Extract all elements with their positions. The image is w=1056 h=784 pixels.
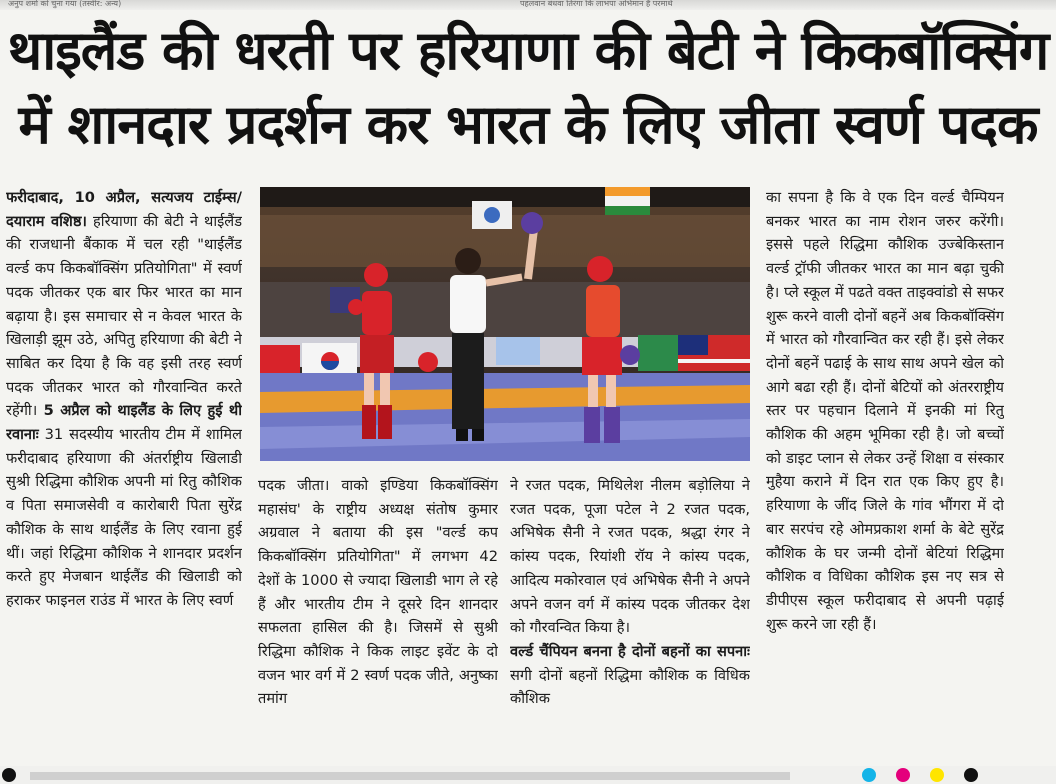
subhead-dream: वर्ल्ड चैंपियन बनना है दोनों बहनों का सपनाः [510,642,750,660]
column-3-paragraph-2: सगी दोनों बहनों रिद्धिमा कौशिक क विधिक कौशिक [510,666,750,708]
column-2-paragraph: पदक जीता। वाको इण्डिया किकबॉक्सिंग महासंघ' के राष्ट्रीय अध्यक्ष संतोष कुमार अग्रवाल ने बताया की इस "वर्ल्ड कप किकबॉक्सिंग प्रतियोगिता" में लगभग 42 देशों के 1000 से ज्यादा खिलाडी भाग ले रहे हैं और भारतीय टीम ने दूसरे दिन शानदार सफलता हासिल की है। जिसमें से सुश्री रिद्धिमा कौशिक ने किक लाइट इवेंट के दो वजन भार वर्ग में 2 स्वर्ण पदक जीते, अनुष्का तमांग [258,477,498,708]
registration-mark-cyan [862,768,876,782]
headline-line-1: थाइलैंड की धरती पर हरियाणा की बेटी ने किकबॉक्सिंग [7,19,1049,82]
print-registration-strip [0,766,1056,784]
article-column-4 [766,186,1004,761]
column-1-paragraph-2: 31 सदस्यीय भारतीय टीम में शामिल फरीदाबाद हरियाणा की अंतर्राष्ट्रीय खिलाडी सुश्री रिद्धिमा कौशिक अपनी मां रितु कौशिक व पिता समाजसेवी व कारोबारी पिता सुरेंद्र कौशिक के साथ थाईलैंड के लिए रवाना हुई थीं। जहां रिद्धिमा कौशिक ने शानदार प्रदर्शन करते हुए मेजबान थाईलैंड की खिलाडी को हराकर फाइनल राउंड में भारत के लिए स्वर्ण [6,426,242,609]
registration-mark-black [964,768,978,782]
match-photo [260,187,750,461]
headline [0,14,1056,162]
column-1-paragraph-1: हरियाणा की बेटी ने थाईलैंड की राजधानी बैंकाक में चल रही "थाईलैंड वर्ल्ड कप किकबॉक्सिंग प्रतियोगिता" में स्वर्ण पदक जीतकर एक बार फिर भारत का मान बढ़ाया है। इस समाचार से न केवल भारत के खिलाड़ी झूम उठे, अपितु हरियाणा की बेटी ने साबित कर दिया है कि वह इसी तरह स्वर्ण पदक जीतकर भारत को गौरवान्वित करते रहेंगी। [6,212,242,420]
headline-line-2: में शानदार प्रदर्शन कर भारत के लिए जीता स्वर्ण पदक [18,93,1038,156]
subhead-departure: 5 अप्रैल को थाइलैंड के लिए हुई थी रवानाः [6,402,242,444]
top-strip-text-right: पहलवान बंधवा तिरंगा कि लाभपा अभिमान है परमार्थ [520,0,673,8]
previous-page-strip [0,0,1056,10]
article-column-2 [258,474,498,762]
top-strip-text-left: अनुप शर्मा को चुना गया (तस्वीर: अन्य) [8,0,122,8]
registration-mark-yellow [930,768,944,782]
registration-mark-black-left [2,768,16,782]
column-3-paragraph-1: ने रजत पदक, मिथिलेश नीलम बड़ोलिया ने रजत पदक, पूजा पटेल ने 2 रजत पदक, अभिषेक सैनी ने रजत पदक, श्रद्धा रंगर ने कांस्य पदक, रियांशी रॉय ने कांस्य पदक, आदित्य मकोरवाल एवं अभिषेक सैनी ने अपने अपने वजन वर्ग में कांस्य पदक जीतकर देश को गौरवन्वित किया है। [510,477,750,637]
column-4-paragraph: का सपना है कि वे एक दिन वर्ल्ड चैम्पियन बनकर भारत का नाम रोशन जरुर करेंगी। इससे पहले रिद्धिमा कौशिक उज्बेकिस्तान वर्ल्ड ट्रॉफी जीतकर भारत का मान बढ़ा चुकी है। प्ले स्कूल में पढते वक्त ताइक्वांडो से सफर शुरू करने वाली दोनों बहनें अब किकबॉक्सिंग में भारत को गौरवान्वित कर रही हैं। इसे लेकर दोनों बहनें पढाई के साथ साथ अपने खेल को आगे बढा रही हैं। दोनों बेटियों को अंतरराष्ट्रीय स्तर पर पहचान दिलाने में इनकी मां रितु कौशिक की अहम भूमिका रही है। जो बच्चों को डाइट प्लान से लेकर उन्हें शिक्षा व संस्कार मुहैया कराने में दिन रात एक किए हुए है। हरियाणा के जींद जिले के गांव भौंगरा में दो बार सरपंच रहे ओमप्रकाश शर्मा के बेटे सुरेंद्र कौशिक के घर जन्मी दोनों बेटियां रिद्धिमा कौशिक व विधिका कौशिक इस नए सत्र से डीपीएस स्कूल फरीदाबाद से अपनी पढ़ाई शुरू करने जा रही हैं। [766,189,1004,633]
registration-bar [30,772,790,780]
dateline: फरीदाबाद, 10 अप्रैल, सत्यजय टाईम्स/दयाराम वशिष्ठ। [6,189,242,230]
registration-mark-magenta [896,768,910,782]
article-column-3 [510,474,750,762]
kickboxing-winners-image [260,187,750,461]
article-column-1 [6,186,242,761]
